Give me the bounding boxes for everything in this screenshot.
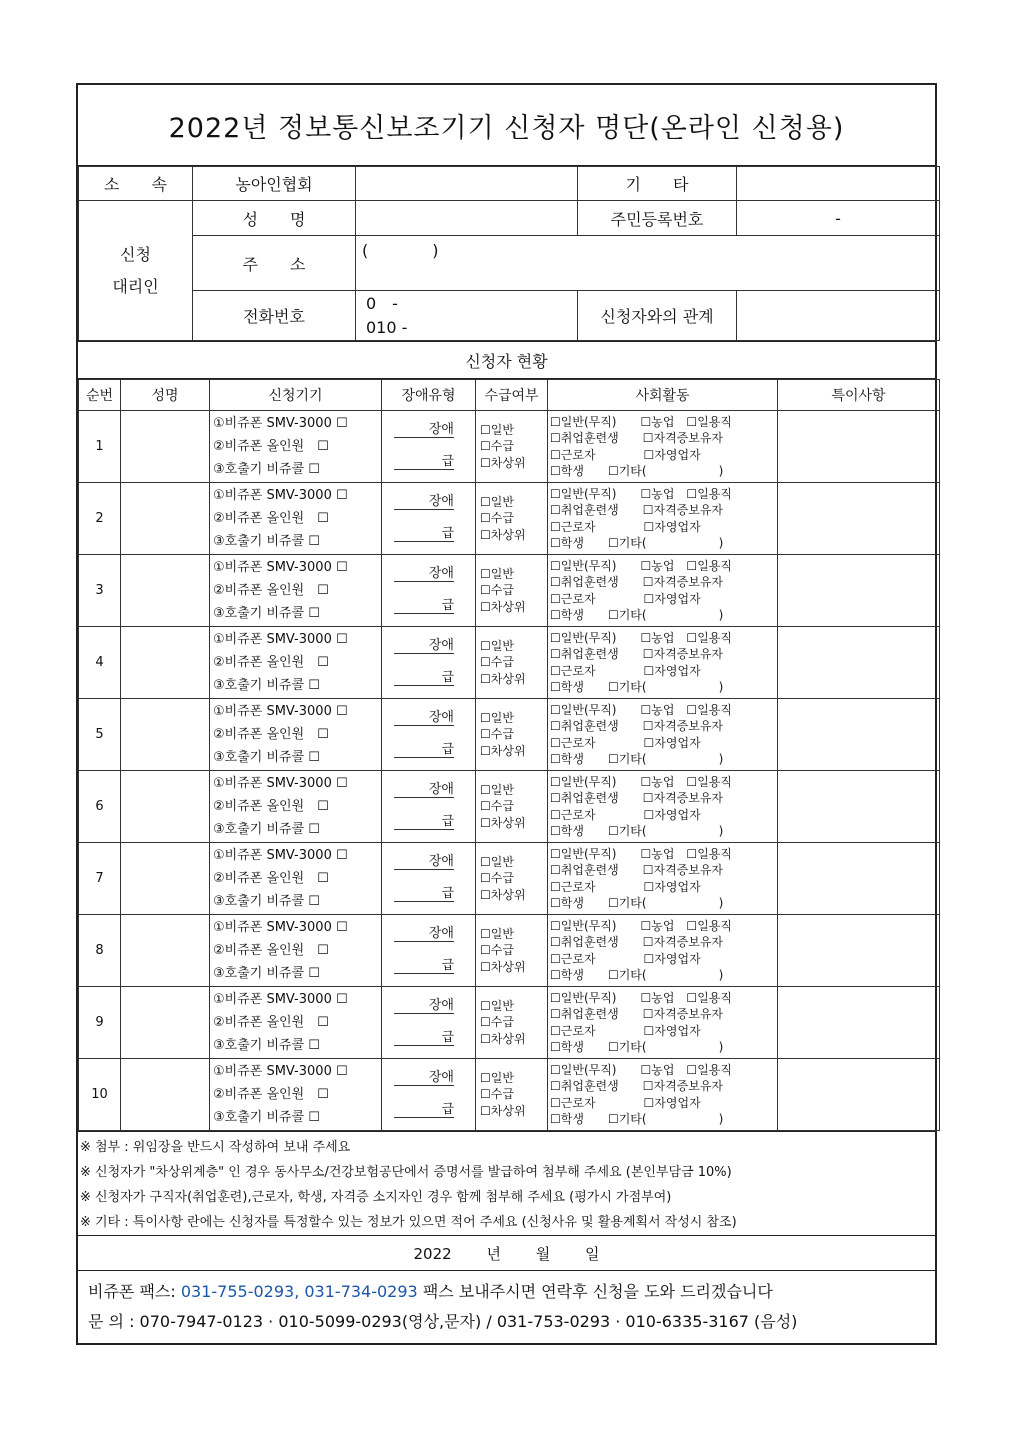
rrn-value[interactable]: - bbox=[737, 201, 940, 236]
affiliation-blank[interactable] bbox=[356, 167, 578, 201]
recipient-basic[interactable]: ☐수급 bbox=[480, 655, 514, 670]
row-number: 7 bbox=[79, 843, 121, 915]
activity-line-2[interactable]: ☐취업훈련생 ☐자격증보유자 bbox=[550, 431, 724, 445]
recipient-cell bbox=[476, 771, 548, 843]
activity-line-1[interactable]: ☐일반(무직) ☐농업 ☐일용직 bbox=[550, 990, 732, 1005]
activity-line-3[interactable]: ☐근로자 ☐자영업자 bbox=[550, 951, 701, 966]
disability-grade: 급 bbox=[394, 594, 454, 614]
address-label: 주 소 bbox=[193, 236, 356, 291]
device-option-2[interactable]: ②비쥬폰 올인원 ☐ bbox=[213, 1087, 329, 1102]
activity-line-4[interactable]: ☐학생 ☐기타( ) bbox=[550, 1112, 724, 1126]
device-option-3[interactable]: ③호출기 비쥬콜 ☐ bbox=[213, 462, 320, 477]
col-header-no: 순번 bbox=[79, 380, 121, 411]
device-cell bbox=[210, 843, 382, 915]
phone-label: 전화번호 bbox=[193, 291, 356, 341]
activity-line-1[interactable]: ☐일반(무직) ☐농업 ☐일용직 bbox=[550, 630, 732, 645]
fax-line bbox=[88, 1277, 925, 1307]
device-option-1[interactable]: ①비쥬폰 SMV-3000 ☐ bbox=[213, 560, 348, 575]
device-option-1[interactable]: ①비쥬폰 SMV-3000 ☐ bbox=[213, 848, 348, 863]
activity-line-3[interactable]: ☐근로자 ☐자영업자 bbox=[550, 1023, 701, 1038]
disability-cell[interactable] bbox=[382, 771, 476, 843]
fax-numbers: 031-755-0293, 031-734-0293 bbox=[180, 1282, 418, 1301]
device-option-1[interactable]: ①비쥬폰 SMV-3000 ☐ bbox=[213, 704, 348, 719]
etc-value[interactable] bbox=[737, 167, 940, 201]
activity-cell bbox=[548, 699, 778, 771]
recipient-cell bbox=[476, 627, 548, 699]
recipient-general[interactable]: ☐일반 bbox=[480, 422, 514, 437]
activity-line-1[interactable]: ☐일반(무직) ☐농업 ☐일용직 bbox=[550, 486, 732, 501]
remarks-cell[interactable] bbox=[778, 843, 940, 915]
table-row bbox=[79, 987, 940, 1059]
device-option-3[interactable]: ③호출기 비쥬콜 ☐ bbox=[213, 894, 320, 909]
row-number: 10 bbox=[79, 1059, 121, 1131]
disability-type: 장애 bbox=[394, 850, 454, 870]
device-option-3[interactable]: ③호출기 비쥬콜 ☐ bbox=[213, 678, 320, 693]
applicant-name-cell[interactable] bbox=[121, 483, 210, 555]
activity-line-3[interactable]: ☐근로자 ☐자영업자 bbox=[550, 447, 701, 462]
remarks-cell[interactable] bbox=[778, 1059, 940, 1131]
disability-type: 장애 bbox=[394, 1066, 454, 1086]
applicant-name-cell[interactable] bbox=[121, 987, 210, 1059]
device-cell bbox=[210, 699, 382, 771]
device-option-2[interactable]: ②비쥬폰 올인원 ☐ bbox=[213, 439, 329, 454]
remarks-cell[interactable] bbox=[778, 555, 940, 627]
etc-label: 기 타 bbox=[578, 167, 737, 201]
applicant-name-cell[interactable] bbox=[121, 555, 210, 627]
table-row bbox=[79, 843, 940, 915]
device-option-3[interactable]: ③호출기 비쥬콜 ☐ bbox=[213, 1110, 320, 1125]
recipient-cell bbox=[476, 555, 548, 627]
table-row bbox=[79, 1059, 940, 1131]
disability-type: 장애 bbox=[394, 922, 454, 942]
relation-value[interactable] bbox=[737, 291, 940, 341]
col-header-disability: 장애유형 bbox=[382, 380, 476, 411]
remarks-cell[interactable] bbox=[778, 915, 940, 987]
device-cell bbox=[210, 483, 382, 555]
device-option-1[interactable]: ①비쥬폰 SMV-3000 ☐ bbox=[213, 632, 348, 647]
device-option-3[interactable]: ③호출기 비쥬콜 ☐ bbox=[213, 606, 320, 621]
activity-line-2[interactable]: ☐취업훈련생 ☐자격증보유자 bbox=[550, 791, 724, 805]
remarks-cell[interactable] bbox=[778, 987, 940, 1059]
disability-cell[interactable] bbox=[382, 987, 476, 1059]
device-option-1[interactable]: ①비쥬폰 SMV-3000 ☐ bbox=[213, 992, 348, 1007]
activity-line-2[interactable]: ☐취업훈련생 ☐자격증보유자 bbox=[550, 863, 724, 877]
recipient-cell bbox=[476, 987, 548, 1059]
disability-grade: 급 bbox=[394, 738, 454, 758]
recipient-basic[interactable]: ☐수급 bbox=[480, 1087, 514, 1102]
activity-line-4[interactable]: ☐학생 ☐기타( ) bbox=[550, 968, 724, 982]
remarks-cell[interactable] bbox=[778, 771, 940, 843]
activity-cell bbox=[548, 555, 778, 627]
activity-line-1[interactable]: ☐일반(무직) ☐농업 ☐일용직 bbox=[550, 846, 732, 861]
disability-grade: 급 bbox=[394, 954, 454, 974]
table-row bbox=[79, 699, 940, 771]
device-option-2[interactable]: ②비쥬폰 올인원 ☐ bbox=[213, 511, 329, 526]
disability-type: 장애 bbox=[394, 706, 454, 726]
table-row bbox=[79, 771, 940, 843]
contact-block bbox=[78, 1271, 935, 1343]
activity-cell bbox=[548, 483, 778, 555]
activity-line-4[interactable]: ☐학생 ☐기타( ) bbox=[550, 464, 724, 478]
col-header-activity: 사회활동 bbox=[548, 380, 778, 411]
device-option-1[interactable]: ①비쥬폰 SMV-3000 ☐ bbox=[213, 488, 348, 503]
device-option-1[interactable]: ①비쥬폰 SMV-3000 ☐ bbox=[213, 1064, 348, 1079]
fax-label: 비쥬폰 팩스: bbox=[88, 1282, 176, 1301]
recipient-near-poverty[interactable]: ☐차상위 bbox=[480, 1103, 526, 1118]
applicant-table bbox=[78, 379, 940, 1131]
table-row bbox=[79, 483, 940, 555]
recipient-general[interactable]: ☐일반 bbox=[480, 1070, 514, 1085]
device-option-3[interactable]: ③호출기 비쥬콜 ☐ bbox=[213, 534, 320, 549]
affiliation-value: 농아인협회 bbox=[193, 167, 356, 201]
activity-line-1[interactable]: ☐일반(무직) ☐농업 ☐일용직 bbox=[550, 558, 732, 573]
recipient-basic[interactable]: ☐수급 bbox=[480, 799, 514, 814]
row-number: 8 bbox=[79, 915, 121, 987]
applicant-name-cell[interactable] bbox=[121, 843, 210, 915]
col-header-recipient: 수급여부 bbox=[476, 380, 548, 411]
device-cell bbox=[210, 555, 382, 627]
row-number: 3 bbox=[79, 555, 121, 627]
recipient-general[interactable]: ☐일반 bbox=[480, 854, 514, 869]
activity-line-1[interactable]: ☐일반(무직) ☐농업 ☐일용직 bbox=[550, 918, 732, 933]
col-header-device: 신청기기 bbox=[210, 380, 382, 411]
disability-cell[interactable] bbox=[382, 411, 476, 483]
disability-cell[interactable] bbox=[382, 1059, 476, 1131]
disability-grade: 급 bbox=[394, 810, 454, 830]
disability-cell[interactable] bbox=[382, 915, 476, 987]
applicant-name-cell[interactable] bbox=[121, 915, 210, 987]
device-option-3[interactable]: ③호출기 비쥬콜 ☐ bbox=[213, 750, 320, 765]
col-header-name: 성명 bbox=[121, 380, 210, 411]
disability-cell[interactable] bbox=[382, 699, 476, 771]
recipient-basic[interactable]: ☐수급 bbox=[480, 943, 514, 958]
inquiry-line: 문 의 : 070-7947-0123 · 010-5099-0293(영상,문자) / 031-753-0293 · 010-6335-3167 (음성) bbox=[88, 1312, 798, 1331]
note-job-seeker: ※ 신청자가 구직자(취업훈련),근로자, 학생, 자격증 소지자인 경우 함께 첨부해 주세요 (평가시 가점부여) bbox=[80, 1190, 672, 1205]
recipient-general[interactable]: ☐일반 bbox=[480, 782, 514, 797]
activity-line-3[interactable]: ☐근로자 ☐자영업자 bbox=[550, 735, 701, 750]
disability-type: 장애 bbox=[394, 490, 454, 510]
activity-line-1[interactable]: ☐일반(무직) ☐농업 ☐일용직 bbox=[550, 702, 732, 717]
activity-line-2[interactable]: ☐취업훈련생 ☐자격증보유자 bbox=[550, 647, 724, 661]
recipient-general[interactable]: ☐일반 bbox=[480, 926, 514, 941]
activity-line-2[interactable]: ☐취업훈련생 ☐자격증보유자 bbox=[550, 1007, 724, 1021]
activity-line-1[interactable]: ☐일반(무직) ☐농업 ☐일용직 bbox=[550, 774, 732, 789]
activity-cell bbox=[548, 1059, 778, 1131]
recipient-cell bbox=[476, 483, 548, 555]
table-row bbox=[79, 915, 940, 987]
activity-line-3[interactable]: ☐근로자 ☐자영업자 bbox=[550, 879, 701, 894]
recipient-near-poverty[interactable]: ☐차상위 bbox=[480, 455, 526, 470]
device-option-3[interactable]: ③호출기 비쥬콜 ☐ bbox=[213, 1038, 320, 1053]
recipient-cell bbox=[476, 411, 548, 483]
device-cell bbox=[210, 1059, 382, 1131]
recipient-general[interactable]: ☐일반 bbox=[480, 638, 514, 653]
activity-line-3[interactable]: ☐근로자 ☐자영업자 bbox=[550, 519, 701, 534]
disability-type: 장애 bbox=[394, 418, 454, 438]
note-attach: ※ 첨부 : 위임장을 반드시 작성하여 보내 주세요 bbox=[80, 1140, 351, 1155]
recipient-cell bbox=[476, 699, 548, 771]
disability-grade: 급 bbox=[394, 522, 454, 542]
applicant-name-cell[interactable] bbox=[121, 771, 210, 843]
activity-line-2[interactable]: ☐취업훈련생 ☐자격증보유자 bbox=[550, 503, 724, 517]
proxy-label-line1: 신청 bbox=[120, 244, 151, 264]
disability-grade: 급 bbox=[394, 1098, 454, 1118]
device-option-2[interactable]: ②비쥬폰 올인원 ☐ bbox=[213, 799, 329, 814]
disability-cell[interactable] bbox=[382, 483, 476, 555]
recipient-cell bbox=[476, 1059, 548, 1131]
recipient-near-poverty[interactable]: ☐차상위 bbox=[480, 815, 526, 830]
recipient-general[interactable]: ☐일반 bbox=[480, 566, 514, 581]
device-option-2[interactable]: ②비쥬폰 올인원 ☐ bbox=[213, 727, 329, 742]
activity-line-2[interactable]: ☐취업훈련생 ☐자격증보유자 bbox=[550, 1079, 724, 1093]
activity-line-3[interactable]: ☐근로자 ☐자영업자 bbox=[550, 807, 701, 822]
disability-type: 장애 bbox=[394, 994, 454, 1014]
phone-line2: 010 - bbox=[366, 317, 408, 337]
activity-line-4[interactable]: ☐학생 ☐기타( ) bbox=[550, 536, 724, 550]
phone-value[interactable] bbox=[356, 291, 578, 341]
activity-cell bbox=[548, 987, 778, 1059]
relation-label: 신청자와의 관계 bbox=[578, 291, 737, 341]
name-value[interactable] bbox=[356, 201, 578, 236]
activity-cell bbox=[548, 915, 778, 987]
table-row bbox=[79, 555, 940, 627]
device-option-2[interactable]: ②비쥬폰 올인원 ☐ bbox=[213, 871, 329, 886]
remarks-cell[interactable] bbox=[778, 627, 940, 699]
recipient-general[interactable]: ☐일반 bbox=[480, 494, 514, 509]
recipient-basic[interactable]: ☐수급 bbox=[480, 727, 514, 742]
device-cell bbox=[210, 627, 382, 699]
row-number: 9 bbox=[79, 987, 121, 1059]
activity-line-4[interactable]: ☐학생 ☐기타( ) bbox=[550, 608, 724, 622]
device-option-2[interactable]: ②비쥬폰 올인원 ☐ bbox=[213, 943, 329, 958]
activity-line-3[interactable]: ☐근로자 ☐자영업자 bbox=[550, 1095, 701, 1110]
row-number: 4 bbox=[79, 627, 121, 699]
application-form bbox=[76, 83, 937, 1345]
recipient-near-poverty[interactable]: ☐차상위 bbox=[480, 527, 526, 542]
activity-cell bbox=[548, 411, 778, 483]
activity-line-2[interactable]: ☐취업훈련생 ☐자격증보유자 bbox=[550, 935, 724, 949]
applicant-name-cell[interactable] bbox=[121, 699, 210, 771]
remarks-cell[interactable] bbox=[778, 411, 940, 483]
activity-cell bbox=[548, 627, 778, 699]
row-number: 2 bbox=[79, 483, 121, 555]
recipient-general[interactable]: ☐일반 bbox=[480, 710, 514, 725]
device-cell bbox=[210, 915, 382, 987]
device-option-2[interactable]: ②비쥬폰 올인원 ☐ bbox=[213, 1015, 329, 1030]
activity-line-3[interactable]: ☐근로자 ☐자영업자 bbox=[550, 663, 701, 678]
activity-line-3[interactable]: ☐근로자 ☐자영업자 bbox=[550, 591, 701, 606]
applicant-name-cell[interactable] bbox=[121, 411, 210, 483]
rrn-label: 주민등록번호 bbox=[578, 201, 737, 236]
activity-line-2[interactable]: ☐취업훈련생 ☐자격증보유자 bbox=[550, 719, 724, 733]
section-title: 신청자 현황 bbox=[78, 341, 935, 379]
note-near-poverty: ※ 신청자가 "차상위계층" 인 경우 동사무소/건강보험공단에서 증명서를 발급하여 첨부해 주세요 (본인부담금 10%) bbox=[80, 1165, 732, 1180]
device-option-3[interactable]: ③호출기 비쥬콜 ☐ bbox=[213, 822, 320, 837]
device-option-1[interactable]: ①비쥬폰 SMV-3000 ☐ bbox=[213, 416, 348, 431]
device-cell bbox=[210, 987, 382, 1059]
table-row bbox=[79, 411, 940, 483]
activity-line-2[interactable]: ☐취업훈련생 ☐자격증보유자 bbox=[550, 575, 724, 589]
activity-line-4[interactable]: ☐학생 ☐기타( ) bbox=[550, 1040, 724, 1054]
disability-grade: 급 bbox=[394, 450, 454, 470]
disability-grade: 급 bbox=[394, 882, 454, 902]
device-option-1[interactable]: ①비쥬폰 SMV-3000 ☐ bbox=[213, 776, 348, 791]
recipient-general[interactable]: ☐일반 bbox=[480, 998, 514, 1013]
activity-cell bbox=[548, 771, 778, 843]
recipient-near-poverty[interactable]: ☐차상위 bbox=[480, 1031, 526, 1046]
activity-line-1[interactable]: ☐일반(무직) ☐농업 ☐일용직 bbox=[550, 414, 732, 429]
disability-grade: 급 bbox=[394, 1026, 454, 1046]
activity-line-4[interactable]: ☐학생 ☐기타( ) bbox=[550, 680, 724, 694]
disability-type: 장애 bbox=[394, 778, 454, 798]
recipient-near-poverty[interactable]: ☐차상위 bbox=[480, 887, 526, 902]
device-cell bbox=[210, 771, 382, 843]
device-option-3[interactable]: ③호출기 비쥬콜 ☐ bbox=[213, 966, 320, 981]
applicant-name-cell[interactable] bbox=[121, 1059, 210, 1131]
proxy-info-table bbox=[78, 166, 940, 341]
activity-line-4[interactable]: ☐학생 ☐기타( ) bbox=[550, 752, 724, 766]
device-cell bbox=[210, 411, 382, 483]
recipient-basic[interactable]: ☐수급 bbox=[480, 439, 514, 454]
disability-cell[interactable] bbox=[382, 627, 476, 699]
device-option-1[interactable]: ①비쥬폰 SMV-3000 ☐ bbox=[213, 920, 348, 935]
row-number: 5 bbox=[79, 699, 121, 771]
phone-line1: 0 - bbox=[366, 293, 398, 313]
remarks-cell[interactable] bbox=[778, 483, 940, 555]
recipient-basic[interactable]: ☐수급 bbox=[480, 1015, 514, 1030]
proxy-label bbox=[79, 201, 193, 341]
recipient-basic[interactable]: ☐수급 bbox=[480, 871, 514, 886]
proxy-label-line2: 대리인 bbox=[112, 276, 159, 296]
recipient-near-poverty[interactable]: ☐차상위 bbox=[480, 959, 526, 974]
notes bbox=[78, 1131, 935, 1235]
recipient-near-poverty[interactable]: ☐차상위 bbox=[480, 671, 526, 686]
table-row bbox=[79, 627, 940, 699]
applicant-name-cell[interactable] bbox=[121, 627, 210, 699]
row-number: 6 bbox=[79, 771, 121, 843]
disability-cell[interactable] bbox=[382, 843, 476, 915]
activity-cell bbox=[548, 843, 778, 915]
recipient-cell bbox=[476, 843, 548, 915]
disability-type: 장애 bbox=[394, 634, 454, 654]
affiliation-label: 소 속 bbox=[79, 167, 193, 201]
date-line[interactable]: 2022 년 월 일 bbox=[78, 1235, 935, 1271]
recipient-near-poverty[interactable]: ☐차상위 bbox=[480, 743, 526, 758]
disability-cell[interactable] bbox=[382, 555, 476, 627]
activity-line-1[interactable]: ☐일반(무직) ☐농업 ☐일용직 bbox=[550, 1062, 732, 1077]
col-header-remarks: 특이사항 bbox=[778, 380, 940, 411]
disability-type: 장애 bbox=[394, 562, 454, 582]
recipient-basic[interactable]: ☐수급 bbox=[480, 583, 514, 598]
activity-line-4[interactable]: ☐학생 ☐기타( ) bbox=[550, 824, 724, 838]
fax-text: 팩스 보내주시면 연락후 신청을 도와 드리겠습니다 bbox=[422, 1282, 773, 1301]
row-number: 1 bbox=[79, 411, 121, 483]
recipient-cell bbox=[476, 915, 548, 987]
device-option-2[interactable]: ②비쥬폰 올인원 ☐ bbox=[213, 655, 329, 670]
form-title: 2022년 정보통신보조기기 신청자 명단(온라인 신청용) bbox=[78, 85, 935, 166]
address-value[interactable]: ( ) bbox=[356, 236, 940, 291]
remarks-cell[interactable] bbox=[778, 699, 940, 771]
recipient-basic[interactable]: ☐수급 bbox=[480, 511, 514, 526]
recipient-near-poverty[interactable]: ☐차상위 bbox=[480, 599, 526, 614]
note-etc: ※ 기타 : 특이사항 란에는 신청자를 특정할수 있는 정보가 있으면 적어 주세요 (신청사유 및 활용계획서 작성시 참조) bbox=[80, 1215, 737, 1230]
device-option-2[interactable]: ②비쥬폰 올인원 ☐ bbox=[213, 583, 329, 598]
disability-grade: 급 bbox=[394, 666, 454, 686]
activity-line-4[interactable]: ☐학생 ☐기타( ) bbox=[550, 896, 724, 910]
name-label: 성 명 bbox=[193, 201, 356, 236]
